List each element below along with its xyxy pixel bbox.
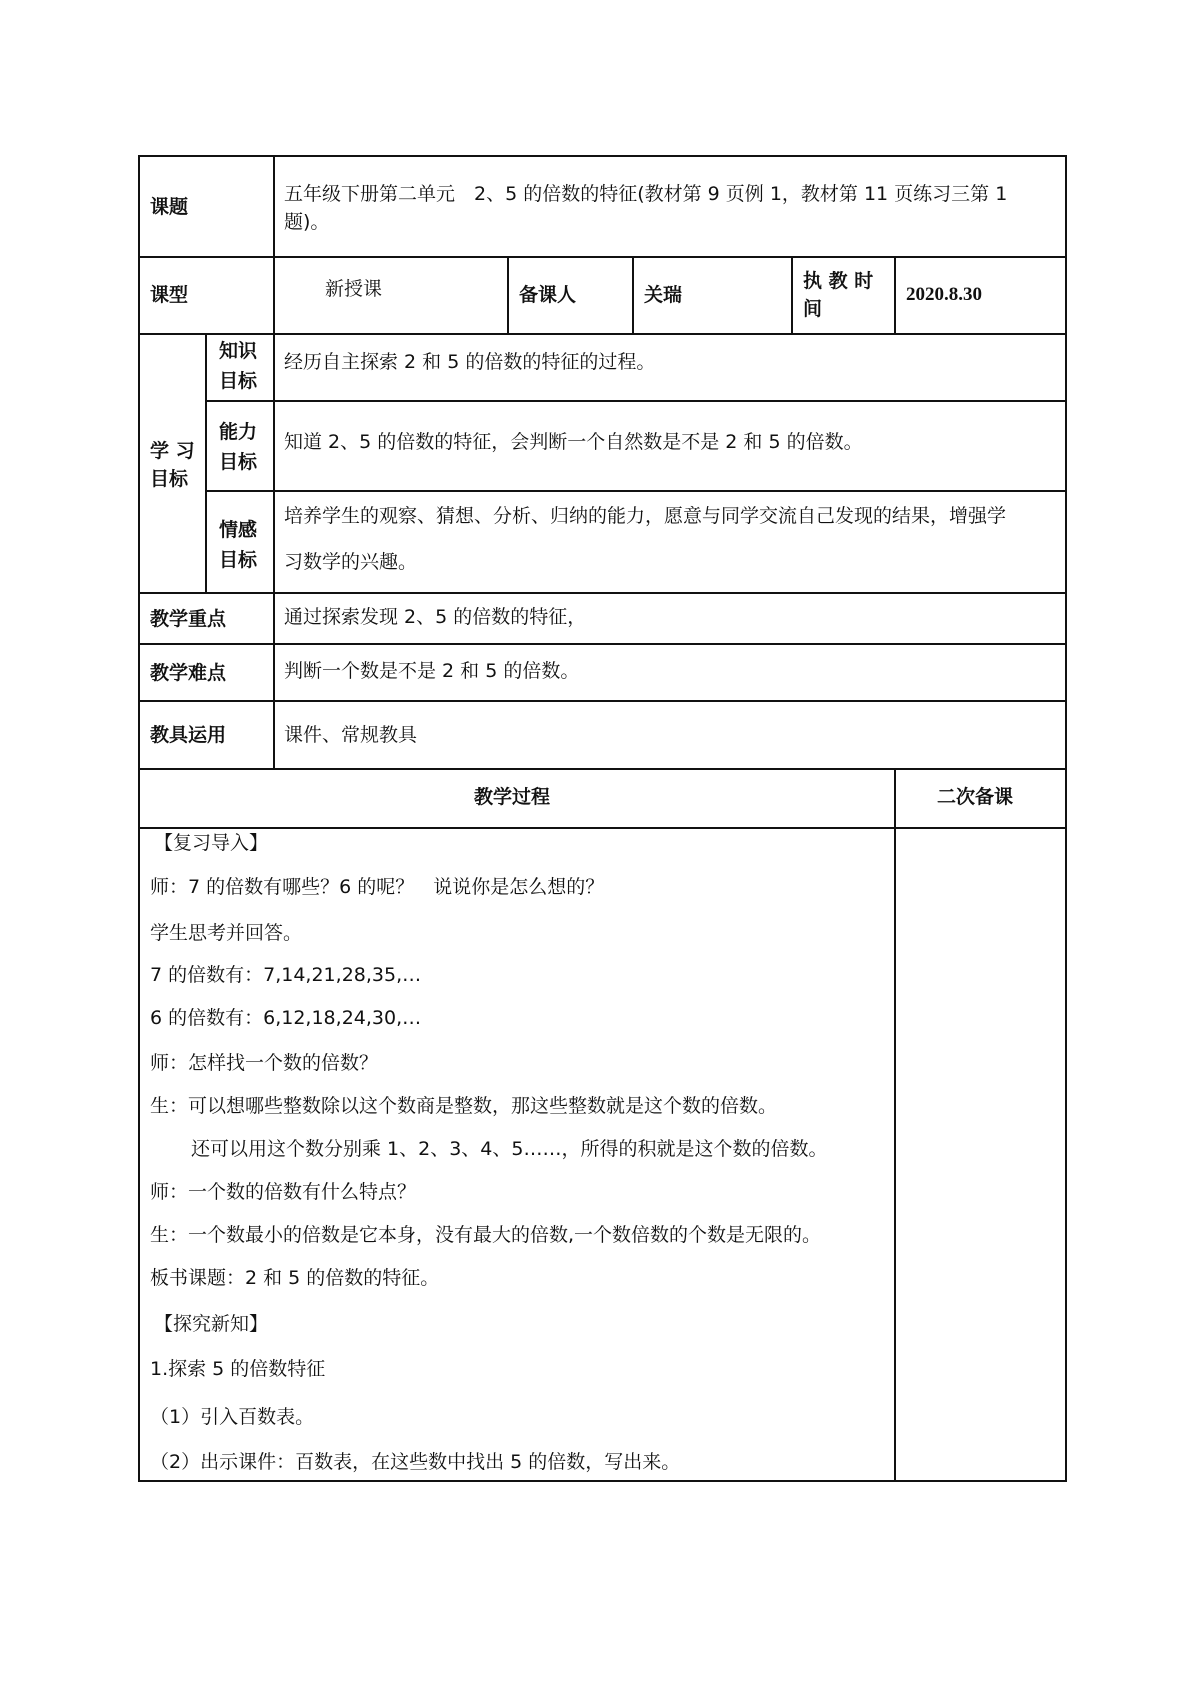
difficulty-text: 判断一个数是不是 2 和 5 的倍数。 — [284, 660, 580, 682]
table-border — [138, 155, 1067, 157]
key-point-text: 通过探索发现 2、5 的倍数的特征， — [284, 606, 587, 628]
difficulty-label: 教学难点 — [150, 662, 227, 684]
table-border — [138, 643, 1067, 645]
table-border — [138, 827, 1067, 829]
table-border — [138, 768, 1067, 770]
lesson-type-label: 课型 — [150, 284, 189, 306]
table-border — [507, 256, 509, 335]
table-border — [138, 1480, 1067, 1482]
process-line: 【探究新知】 — [154, 1313, 269, 1335]
process-line: 生：一个数最小的倍数是它本身，没有最大的倍数,一个数倍数的个数是无限的。 — [150, 1224, 822, 1246]
table-border — [205, 490, 1067, 492]
table-border — [138, 700, 1067, 702]
process-line: 1.探索 5 的倍数特征 — [150, 1358, 326, 1380]
table-border — [791, 256, 793, 335]
learning-goals-label-line2: 目标 — [150, 468, 189, 490]
table-border — [138, 592, 1067, 594]
table-border — [138, 333, 1067, 335]
table-border — [894, 768, 896, 1482]
teaching-time-label-line2: 间 — [803, 298, 823, 320]
preparer-value: 关瑞 — [644, 284, 683, 306]
knowledge-goal-label-line2: 目标 — [219, 370, 258, 392]
process-line: 【复习导入】 — [154, 832, 269, 854]
topic-text-line2: 题)。 — [284, 211, 330, 233]
teaching-date-value: 2020.8.30 — [906, 284, 982, 305]
topic-label: 课题 — [150, 196, 189, 218]
tools-label: 教具运用 — [150, 724, 227, 746]
process-line: 还可以用这个数分别乘 1、2、3、4、5……，所得的积就是这个数的倍数。 — [191, 1138, 828, 1160]
process-line: 学生思考并回答。 — [150, 922, 303, 944]
process-line: （1）引入百数表。 — [150, 1406, 315, 1428]
knowledge-goal-label-line1: 知识 — [219, 340, 258, 362]
table-border — [273, 155, 275, 770]
ability-goal-label-line1: 能力 — [219, 421, 258, 443]
emotion-goal-text-line2: 习数学的兴趣。 — [284, 551, 418, 573]
process-line: 师：怎样找一个数的倍数？ — [150, 1052, 379, 1074]
process-line: 6 的倍数有：6,12,18,24,30,… — [150, 1007, 422, 1029]
emotion-goal-label-line1: 情感 — [219, 519, 258, 541]
process-line: 生：可以想哪些整数除以这个数商是整数，那这些整数就是这个数的倍数。 — [150, 1095, 778, 1117]
table-border — [138, 155, 140, 1482]
table-border — [138, 256, 1067, 258]
knowledge-goal-text: 经历自主探索 2 和 5 的倍数的特征的过程。 — [284, 351, 656, 373]
ability-goal-label-line2: 目标 — [219, 451, 258, 473]
process-line: （2）出示课件：百数表，在这些数中找出 5 的倍数，写出来。 — [150, 1451, 681, 1473]
teaching-time-label-line1: 执 教 时 — [803, 270, 874, 292]
teaching-process-header: 教学过程 — [474, 786, 551, 808]
table-border — [1065, 155, 1067, 1482]
lesson-type-value: 新授课 — [325, 278, 383, 300]
table-border — [632, 256, 634, 335]
emotion-goal-label-line2: 目标 — [219, 549, 258, 571]
table-border — [894, 256, 896, 335]
process-line: 师：7 的倍数有哪些？6 的呢？ 说说你是怎么想的？ — [150, 876, 605, 898]
emotion-goal-text-line1: 培养学生的观察、猜想、分析、归纳的能力，愿意与同学交流自己发现的结果，增强学 — [284, 505, 1007, 527]
preparer-label: 备课人 — [519, 284, 577, 306]
ability-goal-text: 知道 2、5 的倍数的特征，会判断一个自然数是不是 2 和 5 的倍数。 — [284, 431, 863, 453]
tools-text: 课件、常规教具 — [284, 724, 418, 746]
second-preparation-header: 二次备课 — [937, 786, 1014, 808]
process-line: 师：一个数的倍数有什么特点？ — [150, 1181, 417, 1203]
topic-text-line1: 五年级下册第二单元 2、5 的倍数的特征(教材第 9 页例 1，教材第 11 页练习三第 1 — [284, 183, 1008, 205]
process-line: 板书课题：2 和 5 的倍数的特征。 — [150, 1267, 440, 1289]
key-point-label: 教学重点 — [150, 608, 227, 630]
table-border — [205, 400, 1067, 402]
table-border — [205, 333, 207, 594]
process-line: 7 的倍数有：7,14,21,28,35,… — [150, 964, 422, 986]
learning-goals-label-line1: 学 习 — [150, 440, 195, 462]
